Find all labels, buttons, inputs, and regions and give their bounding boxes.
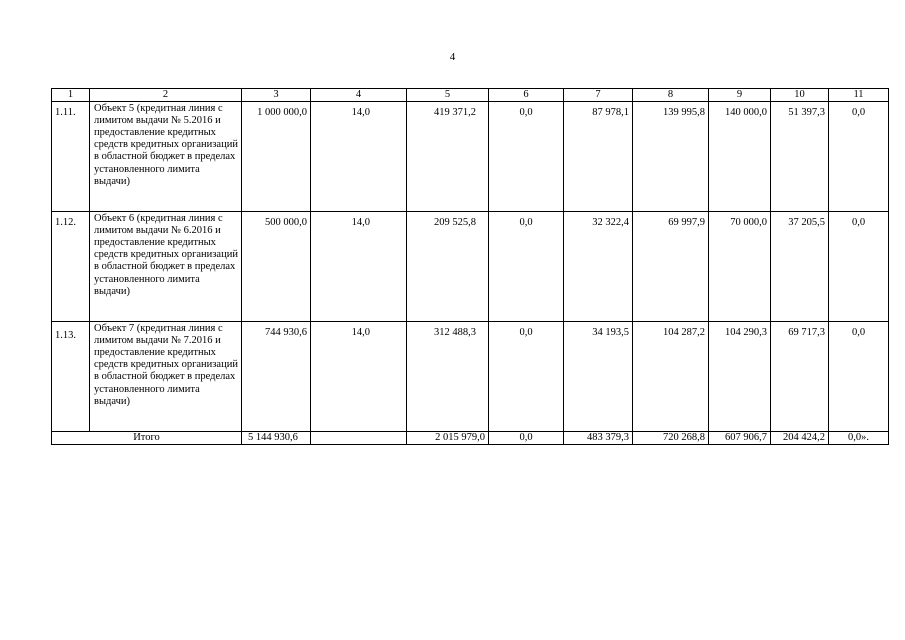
total-col6: 0,0 <box>489 432 564 445</box>
cell-col10: 69 717,3 <box>771 322 829 432</box>
total-col7: 483 379,3 <box>564 432 633 445</box>
cell-col6: 0,0 <box>489 322 564 432</box>
cell-col9: 140 000,0 <box>709 102 771 212</box>
total-row <box>52 432 889 445</box>
cell-col7: 87 978,1 <box>564 102 633 212</box>
cell-col4: 14,0 <box>311 322 407 432</box>
cell-col3: 1 000 000,0 <box>242 102 311 212</box>
page-number: 4 <box>449 51 456 63</box>
total-col10: 204 424,2 <box>771 432 829 445</box>
cell-col11: 0,0 <box>829 212 889 322</box>
cell-col7: 32 322,4 <box>564 212 633 322</box>
total-col4 <box>311 432 407 445</box>
table-row <box>52 102 889 212</box>
cell-col8: 139 995,8 <box>633 102 709 212</box>
cell-col11: 0,0 <box>829 102 889 212</box>
total-col3: 5 144 930,6 <box>242 432 311 445</box>
column-number: 11 <box>829 89 889 102</box>
cell-col6: 0,0 <box>489 212 564 322</box>
cell-col4: 14,0 <box>311 102 407 212</box>
cell-col3: 500 000,0 <box>242 212 311 322</box>
cell-col3: 744 930,6 <box>242 322 311 432</box>
column-number: 6 <box>489 89 564 102</box>
column-number: 7 <box>564 89 633 102</box>
column-number: 8 <box>633 89 709 102</box>
column-number: 2 <box>90 89 242 102</box>
row-name: Объект 5 (кредитная линия с лимитом выдачи № 5.2016 и предоставление кредитных средств кредитных организаций в областной бюджет в пределах установленного лимита выдачи) <box>90 102 242 212</box>
row-index: 1.12. <box>52 212 90 322</box>
column-number: 3 <box>242 89 311 102</box>
total-col11: 0,0». <box>829 432 889 445</box>
cell-col5: 419 371,2 <box>407 102 489 212</box>
cell-col6: 0,0 <box>489 102 564 212</box>
column-number: 4 <box>311 89 407 102</box>
cell-col11: 0,0 <box>829 322 889 432</box>
cell-col8: 104 287,2 <box>633 322 709 432</box>
total-col8: 720 268,8 <box>633 432 709 445</box>
total-col9: 607 906,7 <box>709 432 771 445</box>
total-col5: 2 015 979,0 <box>407 432 489 445</box>
row-index: 1.13. <box>52 322 90 432</box>
cell-col4: 14,0 <box>311 212 407 322</box>
column-number-row <box>52 89 889 102</box>
cell-col7: 34 193,5 <box>564 322 633 432</box>
row-name: Объект 6 (кредитная линия с лимитом выдачи № 6.2016 и предоставление кредитных средств кредитных организаций в областной бюджет в пределах установленного лимита выдачи) <box>90 212 242 322</box>
column-number: 9 <box>709 89 771 102</box>
column-number: 10 <box>771 89 829 102</box>
table-row <box>52 212 889 322</box>
row-index: 1.11. <box>52 102 90 212</box>
column-number: 1 <box>52 89 90 102</box>
cell-col9: 70 000,0 <box>709 212 771 322</box>
cell-col5: 209 525,8 <box>407 212 489 322</box>
row-name: Объект 7 (кредитная линия с лимитом выдачи № 7.2016 и предоставление кредитных средств кредитных организаций в областной бюджет в пределах установленного лимита выдачи) <box>90 322 242 432</box>
cell-col5: 312 488,3 <box>407 322 489 432</box>
table-row <box>52 322 889 432</box>
cell-col9: 104 290,3 <box>709 322 771 432</box>
cell-col8: 69 997,9 <box>633 212 709 322</box>
data-table <box>51 88 889 445</box>
column-number: 5 <box>407 89 489 102</box>
cell-col10: 37 205,5 <box>771 212 829 322</box>
total-label: Итого <box>52 432 242 445</box>
cell-col10: 51 397,3 <box>771 102 829 212</box>
